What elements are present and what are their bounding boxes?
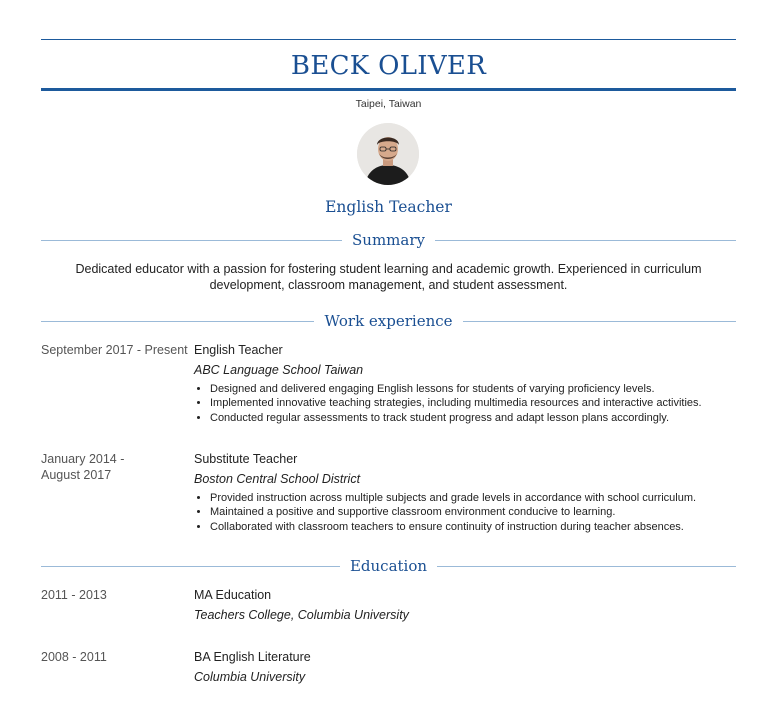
entry-organization: Columbia University [194, 670, 306, 684]
entry-organization: ABC Language School Taiwan [194, 363, 364, 377]
bullet-item: • Provided instruction across multiple subjects and grade levels in accordance with school curriculum. [210, 491, 734, 505]
bullet-item: • Collaborated with classroom teachers to ensure continuity of instruction during teacher absences. [210, 520, 734, 534]
location: Taipei, Taiwan [355, 98, 422, 110]
header-top-rule [41, 39, 736, 40]
divider [437, 566, 736, 567]
divider [41, 321, 314, 322]
entry-organization: Boston Central School District [194, 472, 361, 486]
entry-title: Substitute Teacher [194, 452, 298, 466]
entry-date: September 2017 - Present [41, 343, 188, 357]
bullet-item: • Implemented innovative teaching strategies, including multimedia resources and interactive activities. [210, 396, 734, 410]
candidate-name: BECK OLIVER [290, 51, 487, 81]
entry-body [194, 451, 734, 534]
work-experience-heading [41, 310, 736, 332]
summary-text: Dedicated educator with a passion for fostering student learning and academic growth. Experienced in curriculum development, classroom management, and student assessment. [75, 262, 702, 292]
section-title: Work experience [324, 312, 453, 330]
entry-title: MA Education [194, 588, 272, 602]
job-title: English Teacher [325, 198, 452, 216]
summary-heading [41, 229, 736, 251]
divider [41, 566, 340, 567]
entry-body [194, 587, 734, 623]
divider [463, 321, 736, 322]
entry-date: 2008 - 2011 [41, 650, 107, 664]
entry-body [194, 649, 734, 685]
bullet-item: • Designed and delivered engaging English lessons for students of varying proficiency levels. [210, 382, 734, 396]
bullet-item: • Conducted regular assessments to track student progress and adapt lesson plans accordingly. [210, 411, 734, 425]
entry-date: January 2014 - August 2017 [41, 452, 125, 482]
divider [41, 240, 342, 241]
entry-title: BA English Literature [194, 650, 311, 664]
entry-date: 2011 - 2013 [41, 588, 107, 602]
entry-bullets [194, 382, 734, 425]
divider [435, 240, 736, 241]
bullet-item: • Maintained a positive and supportive classroom environment conducive to learning. [210, 505, 734, 519]
entry-body [194, 342, 734, 425]
profile-photo-icon [357, 123, 419, 185]
avatar [357, 123, 419, 185]
header-bottom-rule [41, 88, 736, 91]
entry-bullets [194, 491, 734, 534]
entry-title: English Teacher [194, 343, 283, 357]
education-heading [41, 555, 736, 577]
section-title: Education [349, 557, 428, 575]
entry-organization: Teachers College, Columbia University [194, 608, 409, 622]
section-title: Summary [352, 231, 425, 249]
